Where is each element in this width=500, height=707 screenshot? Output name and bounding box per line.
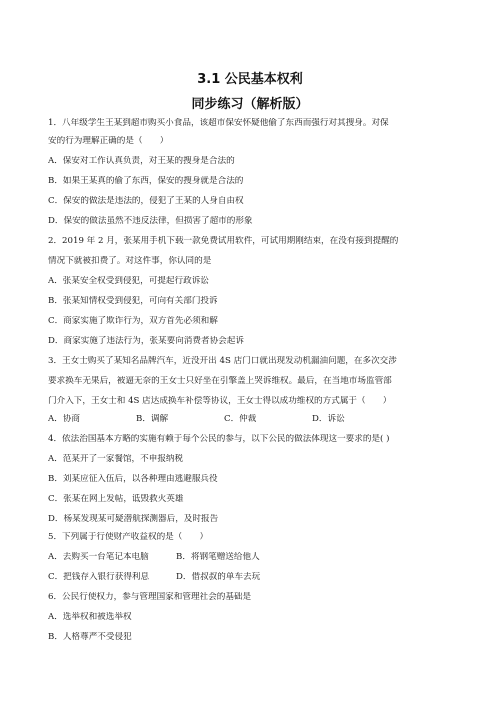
question-3-option-b: B．调解 xyxy=(136,414,169,424)
question-6-stem: 6．公民行使权力，参与管理国家和管理社会的基础是 xyxy=(48,592,252,602)
question-2-option-c: C．商家实施了欺诈行为，双方首先必须和解 xyxy=(48,316,218,326)
question-6-option-a: A．选举权和被选举权 xyxy=(48,612,132,622)
question-5-options-row-2 xyxy=(48,572,458,583)
question-1-option-a: A．保安对工作认真负责，对王某的搜身是合法的 xyxy=(48,156,235,166)
question-3-stem-line-2: 要求换车无果后，被逼无奈的王女士只好坐在引擎盖上哭诉维权。最后，在当地市场监管部 xyxy=(48,376,392,386)
question-4-stem: 4．依法治国基本方略的实施有赖于每个公民的参与，以下公民的做法体现这一要求的是( ) xyxy=(48,434,390,444)
question-4-option-a: A．范某开了一家餐馆，不申报纳税 xyxy=(48,454,184,464)
question-1-option-d: D．保安的做法虽然不违反法律，但损害了超市的形象 xyxy=(48,216,253,226)
question-1-option-b: B．如果王某真的偷了东西，保安的搜身就是合法的 xyxy=(48,176,244,186)
document-title: 3.1 公民基本权利 xyxy=(197,72,303,87)
question-3-options xyxy=(48,414,458,425)
question-5-option-b: B．将钢笔赠送给他人 xyxy=(176,552,260,562)
question-5-stem: 5．下列属于行使财产收益权的是（ ） xyxy=(48,532,209,542)
question-4-option-d: D．杨某发现某可疑潜航探测器后，及时报告 xyxy=(48,514,219,524)
question-1-option-c: C．保安的做法是违法的，侵犯了王某的人身自由权 xyxy=(48,196,244,206)
question-4-option-b: B．刘某应征入伍后，以各种理由逃避服兵役 xyxy=(48,474,218,484)
question-2-option-b: B．张某知情权受到侵犯，可向有关部门投诉 xyxy=(48,296,218,306)
question-6-option-b: B．人格尊严不受侵犯 xyxy=(48,632,132,642)
question-2-stem-line-1: 2．2019 年 2 月，张某用手机下载一款免费试用软件，可试用期刚结束，在没有接到提醒的 xyxy=(48,236,399,246)
question-3-stem-line-3: 门介入下，王女士和 4S 店达成换车补偿等协议，王女士得以成功维权的方式属于（ ） xyxy=(48,396,392,406)
question-1-stem-line-1: 1．八年级学生王某到超市购买小食品，该超市保安怀疑他偷了东西而强行对其搜身。对保 xyxy=(48,118,389,128)
question-3-stem-line-1: 3．王女士购买了某知名品牌汽车，近没开出 4S 店门口就出现发动机漏油问题，在多次交涉 xyxy=(48,356,397,366)
document-subtitle: 同步练习（解析版） xyxy=(191,97,309,112)
question-5-option-d: D．借叔叔的单车去玩 xyxy=(176,572,261,582)
question-3-option-c: C．仲裁 xyxy=(224,414,257,424)
question-5-options-row-1 xyxy=(48,552,458,563)
question-3-option-d: D．诉讼 xyxy=(312,414,345,424)
question-5-option-a: A．去购买一台笔记本电脑 xyxy=(48,552,149,562)
question-3-option-a: A．协商 xyxy=(48,414,80,424)
question-4-option-c: C．张某在网上发帖，诋毁救火英雄 xyxy=(48,494,184,504)
question-5-option-c: C．把钱存入银行获得利息 xyxy=(48,572,150,582)
question-2-stem-line-2: 情况下就被扣费了。对这件事，你认同的是 xyxy=(48,256,212,266)
question-2-option-a: A．张某安全权受到侵犯，可提起行政诉讼 xyxy=(48,276,209,286)
question-2-option-d: D．商家实施了违法行为，张某要向消费者协会起诉 xyxy=(48,336,244,346)
question-1-stem-line-2: 安的行为理解正确的是（ ） xyxy=(48,136,169,146)
